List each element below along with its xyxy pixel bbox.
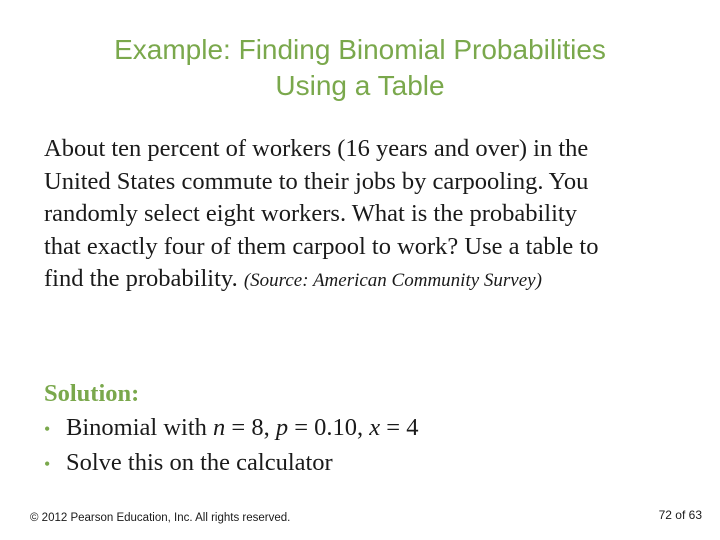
solution-item-binomial-text: [66, 411, 418, 445]
source-citation: (Source: American Community Survey): [243, 270, 542, 291]
solution-label: Solution:: [44, 380, 140, 407]
var-n: n: [213, 414, 226, 441]
solution-item-calculator: [44, 446, 694, 481]
var-x: x: [369, 414, 381, 441]
paragraph-line-3: randomly select eight workers. What is the probability: [44, 200, 577, 227]
var-p: p: [275, 414, 289, 441]
slide-title: [0, 32, 720, 104]
slide-title-line2: Using a Table: [275, 70, 445, 101]
solution-item-binomial: [44, 411, 694, 446]
bullet-icon: •: [44, 454, 51, 474]
paragraph-line-1: About ten percent of workers (16 years and over) in the: [44, 135, 589, 162]
paragraph-line-4: that exactly four of them carpool to work? Use a table to: [44, 232, 599, 260]
page-number: [659, 508, 702, 522]
page-total: 63: [688, 508, 702, 522]
paragraph-line-5: [44, 263, 694, 298]
page-current: 72: [658, 508, 672, 522]
paragraph-line-2: United States commute to their jobs by carpooling. You: [44, 167, 589, 195]
problem-paragraph: [44, 133, 694, 298]
page-of: of: [675, 508, 686, 522]
bullet-icon: •: [44, 419, 51, 439]
slide-title-line1: Example: Finding Binomial Probabilities: [114, 34, 606, 65]
value-n: = 8,: [225, 414, 276, 441]
solution-list: [44, 411, 694, 481]
value-p: = 0.10,: [288, 414, 370, 441]
paragraph-line-5-text: find the probability.: [44, 265, 238, 292]
solution-item-calculator-text: Solve this on the calculator: [66, 449, 333, 476]
copyright-notice: © 2012 Pearson Education, Inc. All rights reserved.: [30, 512, 291, 524]
solution-section: [44, 377, 694, 481]
value-x: = 4: [380, 414, 419, 441]
binomial-prefix: Binomial with: [66, 414, 213, 441]
